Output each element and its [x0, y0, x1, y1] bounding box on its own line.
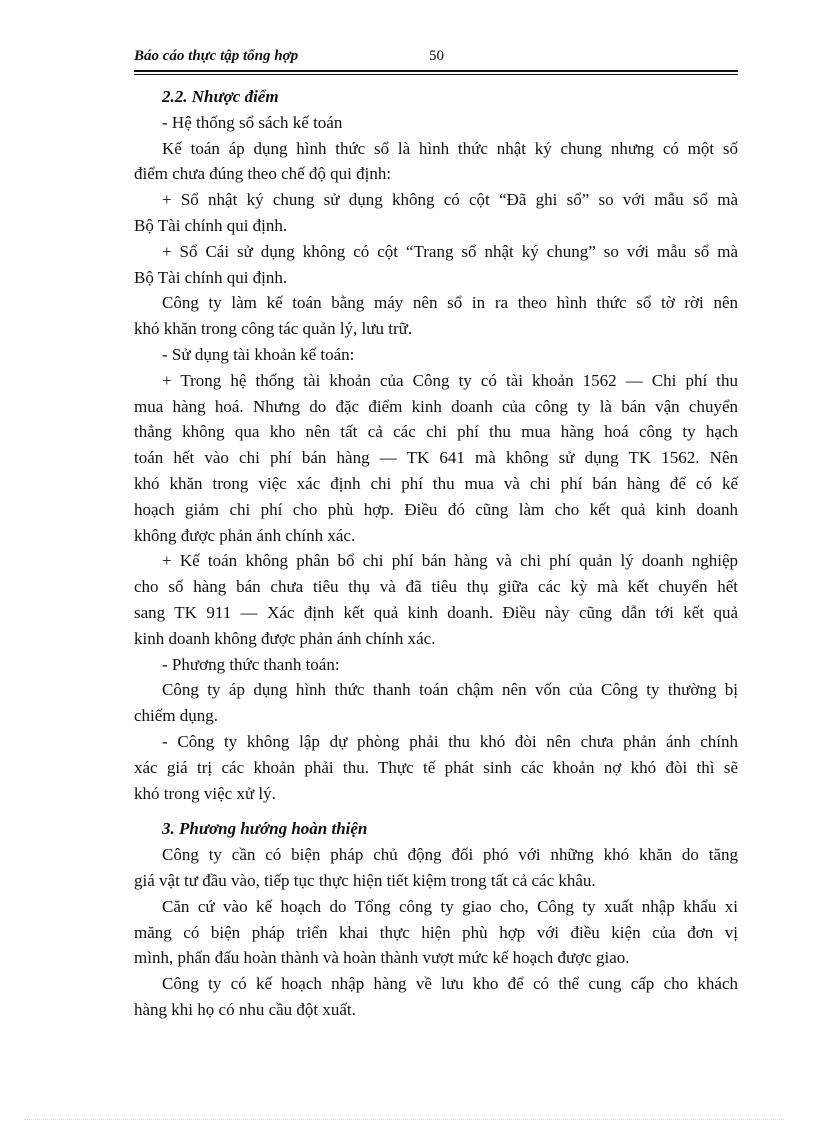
- text-line: Công ty cần có biện pháp chủ động đối phó với những khó khăn do tăng: [162, 845, 738, 865]
- text-line: - Sử dụng tài khoản kế toán:: [162, 344, 355, 364]
- text-line: + Sổ nhật ký chung sử dụng không có cột “Đã ghi sổ” so với mẫu sổ mà: [162, 190, 738, 210]
- section-heading: 3. Phương hướng hoàn thiện: [162, 819, 368, 839]
- text-line: khó khăn trong việc xác định chi phí thu mua và chi phí bán hàng để có kế: [134, 473, 738, 493]
- text-line: khó trong việc xử lý.: [134, 783, 276, 803]
- text-line: Công ty có kế hoạch nhập hàng về lưu kho để có thể cung cấp cho khách: [162, 974, 738, 994]
- bottom-dotted-line: [24, 1119, 784, 1120]
- page-header: [134, 48, 738, 72]
- text-line: - Phương thức thanh toán:: [162, 654, 340, 674]
- text-line: không được phản ánh chính xác.: [134, 525, 356, 545]
- header-rule-thick: [134, 70, 738, 72]
- text-line: giá vật tư đầu vào, tiếp tục thực hiện tiết kiệm trong tất cả các khâu.: [134, 870, 596, 890]
- text-line: Công ty làm kế toán bằng máy nên sổ in ra theo hình thức sổ tờ rời nên: [162, 293, 738, 313]
- section-gap: [134, 806, 738, 816]
- text-line: - Công ty không lập dự phòng phải thu khó đòi nên chưa phản ánh chính: [162, 731, 738, 751]
- text-line: toán hết vào chi phí bán hàng — TK 641 mà không sử dụng TK 1562. Nên: [134, 448, 738, 468]
- text-line: + Trong hệ thống tài khoản của Công ty có tài khoản 1562 — Chi phí thu: [162, 370, 738, 390]
- text-line: khó khăn trong công tác quản lý, lưu trữ.: [134, 319, 413, 339]
- text-line: Kế toán áp dụng hình thức sổ là hình thức nhật ký chung nhưng có một số: [162, 138, 738, 158]
- text-line: hàng khi họ có nhu cầu đột xuất.: [134, 999, 356, 1019]
- text-line: điểm chưa đúng theo chế độ qui định:: [134, 164, 392, 184]
- text-line: mình, phấn đấu hoàn thành và hoàn thành vượt mức kế hoạch được giao.: [134, 948, 630, 968]
- text-line: Căn cứ vào kế hoạch do Tổng công ty giao cho, Công ty xuất nhập khẩu xi: [162, 896, 738, 916]
- section-heading: 2.2. Nhược điểm: [162, 87, 279, 106]
- text-line: hoạch giảm chi phí cho phù hợp. Điều đó cũng làm cho kết quả kinh doanh: [134, 499, 738, 519]
- text-line: măng có biện pháp triển khai thực hiện phù hợp với điều kiện của đơn vị: [134, 922, 738, 942]
- header-title: Báo cáo thực tập tổng hợp: [134, 48, 299, 64]
- text-line: thẳng không qua kho nên tất cả các chi phí thu mua hàng hoá công ty hạch: [134, 422, 738, 442]
- text-line: Bộ Tài chính qui định.: [134, 215, 288, 235]
- text-line: xác giá trị các khoản phải thu. Thực tế phát sinh các khoản nợ khó đòi thì sẽ: [134, 757, 738, 777]
- page-number: 50: [429, 48, 444, 64]
- text-line: chiếm dụng.: [134, 706, 219, 726]
- text-line: + Kế toán không phân bổ chi phí bán hàng và chi phí quản lý doanh nghiệp: [162, 551, 738, 571]
- text-line: cho số hàng bán chưa tiêu thụ và đã tiêu thụ giữa các kỳ mà kết chuyển hết: [134, 577, 738, 597]
- header-rule-thin: [134, 74, 738, 75]
- text-line: kinh doanh không được phản ánh chính xác.: [134, 628, 436, 648]
- text-line: Bộ Tài chính qui định.: [134, 267, 288, 287]
- text-line: + Sổ Cái sử dụng không có cột “Trang sổ nhật ký chung” so với mẫu sổ mà: [162, 241, 738, 261]
- text-line: mua hàng hoá. Nhưng do đặc điểm kinh doanh của công ty là bán vận chuyển: [134, 396, 738, 416]
- text-line: - Hệ thống sổ sách kế toán: [162, 112, 343, 132]
- text-line: sang TK 911 — Xác định kết quả kinh doanh. Điều này cũng dẫn tới kết quả: [134, 602, 738, 622]
- text-line: Công ty áp dụng hình thức thanh toán chậm nên vốn của Công ty thường bị: [162, 680, 738, 700]
- document-body: [134, 84, 738, 1023]
